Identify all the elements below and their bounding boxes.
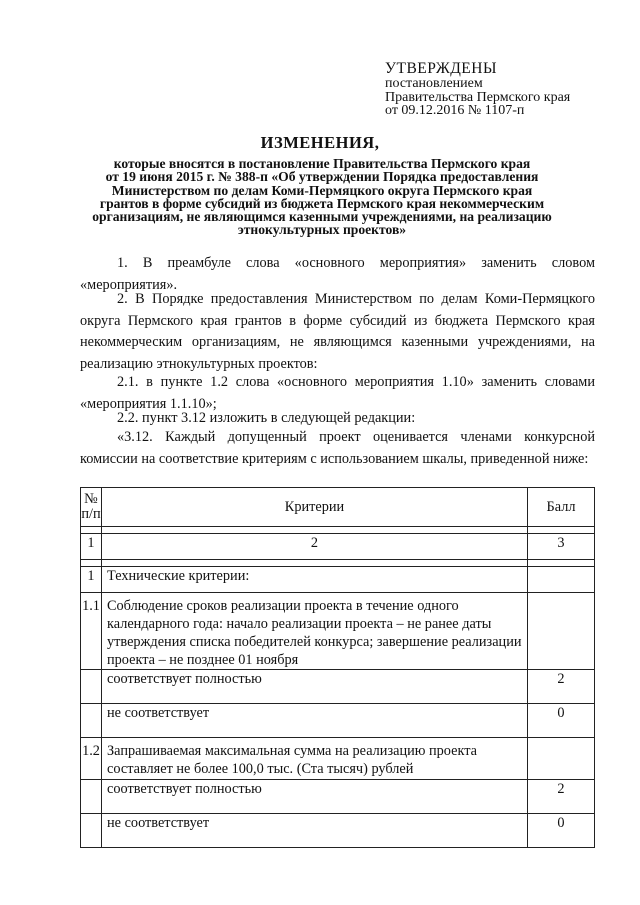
row-num: 1.2 [81, 738, 102, 780]
row-score [528, 738, 595, 780]
table-header-row [81, 488, 595, 527]
col-number: 1 [81, 534, 102, 560]
row-score: 0 [528, 704, 595, 738]
row-num: 1.1 [81, 593, 102, 670]
col-number: 3 [528, 534, 595, 560]
table-row [81, 567, 595, 593]
table-row [81, 738, 595, 780]
criteria-table [80, 487, 595, 848]
approval-heading: УТВЕРЖДЕНЫ [385, 60, 497, 77]
paragraph-2: 2. В Порядке предоставления Министерством по делам Коми-Пермяцкого округа Пермского края грантов в форме субсидий из бюджета Пермского края некоммерческим организациям, не являющимся казенными учреждениями, на реализацию этнокультурных проектов: [80, 291, 595, 372]
approval-line: от 09.12.2016 № 1107-п [385, 103, 525, 118]
row-criteria: не соответствует [102, 704, 528, 738]
table-row [81, 670, 595, 704]
subtitle-line: грантов в форме субсидий из бюджета Пермского края некоммерческим [99, 195, 545, 211]
row-num [81, 780, 102, 814]
table-row [81, 704, 595, 738]
row-num [81, 814, 102, 848]
paragraph-2-1: 2.1. в пункте 1.2 слова «основного мероприятия 1.10» заменить словами «мероприятия 1.1.10»; [80, 374, 595, 412]
document-title: ИЗМЕНЕНИЯ, [260, 133, 380, 152]
row-criteria: соответствует полностью [102, 780, 528, 814]
table-column-numbers [81, 534, 595, 560]
row-criteria: соответствует полностью [102, 670, 528, 704]
row-score: 0 [528, 814, 595, 848]
row-criteria: Технические критерии: [102, 567, 528, 593]
subtitle-line: этнокультурных проектов» [237, 222, 407, 238]
subtitle-line: которые вносятся в постановление Правительства Пермского края [113, 156, 531, 171]
subtitle-line: от 19 июня 2015 г. № 388-п «Об утверждении Порядка предоставления [105, 169, 539, 185]
subtitle-line: Министерством по делам Коми-Пермяцкого округа Пермского края [111, 182, 533, 198]
row-score [528, 593, 595, 670]
document-subtitle [72, 157, 572, 237]
row-score: 2 [528, 780, 595, 814]
header-score: Балл [528, 488, 595, 527]
row-criteria: Запрашиваемая максимальная сумма на реализацию проекта составляет не более 100,0 тыс. (Ста тысяч) рублей [102, 738, 528, 780]
paragraph-3-12: «3.12. Каждый допущенный проект оценивается членами конкурсной комиссии на соответствие критериям с использованием шкалы, приведенной ниже: [80, 429, 595, 467]
row-criteria: не соответствует [102, 814, 528, 848]
row-num [81, 670, 102, 704]
header-criteria: Критерии [102, 488, 528, 527]
subtitle-line: организациям, не являющимся казенными учреждениями, на реализацию [92, 209, 552, 225]
table-spacer [81, 560, 595, 567]
row-score: 2 [528, 670, 595, 704]
approval-stamp [385, 60, 625, 118]
row-num [81, 704, 102, 738]
row-num: 1 [81, 567, 102, 593]
table-row [81, 593, 595, 670]
table-row [81, 814, 595, 848]
header-num: № п/п [81, 488, 102, 527]
row-criteria: Соблюдение сроков реализации проекта в течение одного календарного года: начало реализации проекта – не ранее даты утверждения списка победителей конкурса; завершение реализации проекта – не позднее 01 ноября [102, 593, 528, 670]
row-score [528, 567, 595, 593]
col-number: 2 [102, 534, 528, 560]
approval-line: постановлением [385, 76, 483, 91]
table-spacer [81, 527, 595, 534]
paragraph-2-2: 2.2. пункт 3.12 изложить в следующей редакции: [117, 410, 416, 426]
table-row [81, 780, 595, 814]
paragraph-1: 1. В преамбуле слова «основного мероприятия» заменить словом «мероприятия». [80, 255, 595, 293]
approval-line: Правительства Пермского края [385, 89, 571, 105]
